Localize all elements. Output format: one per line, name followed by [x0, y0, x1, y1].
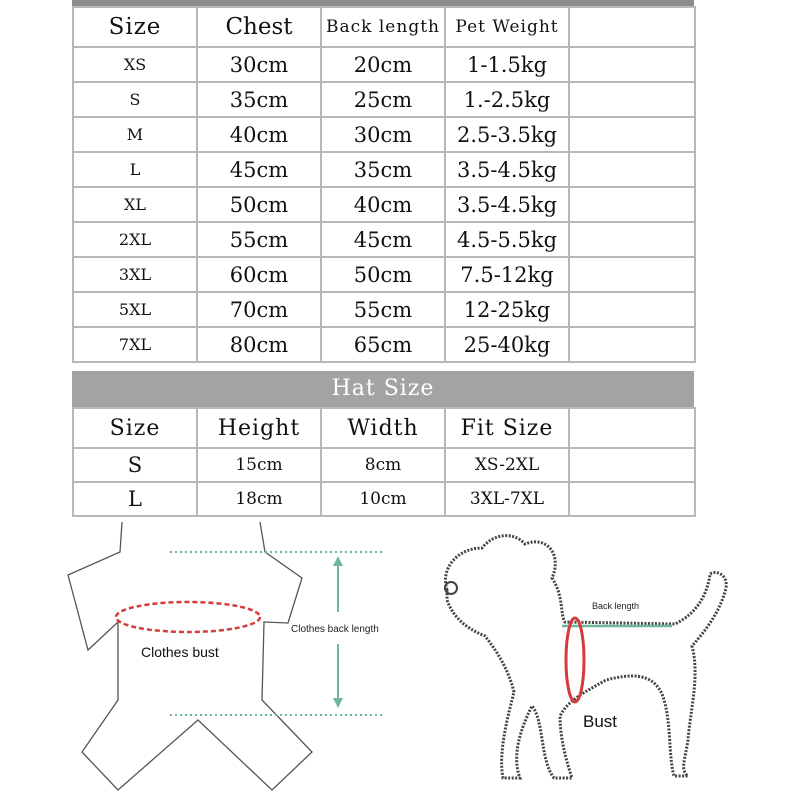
hat-cell-fit-size: 3XL-7XL — [445, 482, 569, 516]
cell-back-length: 35cm — [321, 152, 445, 187]
header-pet-weight: Pet Weight — [445, 7, 569, 47]
hat-cell-width: 8cm — [321, 448, 445, 482]
hat-cell-fit-size: XS-2XL — [445, 448, 569, 482]
dog-back-length-label: Back length — [592, 601, 640, 611]
hat-size-title: Hat Size — [72, 371, 694, 407]
cell-size: XS — [73, 47, 197, 82]
hat-header-height: Height — [197, 408, 321, 448]
cell-back-length: 55cm — [321, 292, 445, 327]
hat-header-width: Width — [321, 408, 445, 448]
dog-bust-label: Bust — [583, 712, 618, 731]
arrow-head-down-icon — [333, 698, 343, 708]
cell-back-length: 25cm — [321, 82, 445, 117]
cell-pet-weight: 4.5-5.5kg — [445, 222, 569, 257]
arrow-head-up-icon — [333, 556, 343, 566]
hat-cell-height: 18cm — [197, 482, 321, 516]
cell-pet-weight: 25-40kg — [445, 327, 569, 362]
cell-size: 5XL — [73, 292, 197, 327]
cell-chest: 35cm — [197, 82, 321, 117]
hat-cell-size: S — [73, 448, 197, 482]
cell-chest: 70cm — [197, 292, 321, 327]
cell-chest: 80cm — [197, 327, 321, 362]
header-size: Size — [73, 7, 197, 47]
cell-chest: 50cm — [197, 187, 321, 222]
cell-pet-weight: 7.5-12kg — [445, 257, 569, 292]
clothes-bust-line — [116, 602, 260, 632]
hat-cell-size: L — [73, 482, 197, 516]
cell-size: M — [73, 117, 197, 152]
hat-header-size: Size — [73, 408, 197, 448]
dog-outline — [445, 536, 726, 778]
dog-diagram — [445, 536, 726, 778]
cell-back-length: 45cm — [321, 222, 445, 257]
cell-size: L — [73, 152, 197, 187]
cell-size: 3XL — [73, 257, 197, 292]
header-chest: Chest — [197, 7, 321, 47]
cell-chest: 40cm — [197, 117, 321, 152]
cell-pet-weight: 3.5-4.5kg — [445, 187, 569, 222]
hat-cell-height: 15cm — [197, 448, 321, 482]
cell-pet-weight: 12-25kg — [445, 292, 569, 327]
dog-bust-line — [566, 618, 584, 702]
garment-diagram — [68, 522, 382, 790]
hat-header-fit-size: Fit Size — [445, 408, 569, 448]
cell-chest: 45cm — [197, 152, 321, 187]
cell-size: 7XL — [73, 327, 197, 362]
header-back-length: Back length — [321, 7, 445, 47]
cell-back-length: 30cm — [321, 117, 445, 152]
cell-pet-weight: 3.5-4.5kg — [445, 152, 569, 187]
cell-size: 2XL — [73, 222, 197, 257]
clothes-bust-label: Clothes bust — [141, 644, 219, 660]
cell-size: XL — [73, 187, 197, 222]
hat-cell-width: 10cm — [321, 482, 445, 516]
cell-pet-weight: 2.5-3.5kg — [445, 117, 569, 152]
cell-pet-weight: 1-1.5kg — [445, 47, 569, 82]
cell-back-length: 65cm — [321, 327, 445, 362]
cell-back-length: 40cm — [321, 187, 445, 222]
cell-chest: 30cm — [197, 47, 321, 82]
cell-back-length: 50cm — [321, 257, 445, 292]
cell-pet-weight: 1.-2.5kg — [445, 82, 569, 117]
cell-chest: 60cm — [197, 257, 321, 292]
cell-back-length: 20cm — [321, 47, 445, 82]
cell-chest: 55cm — [197, 222, 321, 257]
cell-size: S — [73, 82, 197, 117]
clothes-back-length-label: Clothes back length — [291, 624, 379, 635]
